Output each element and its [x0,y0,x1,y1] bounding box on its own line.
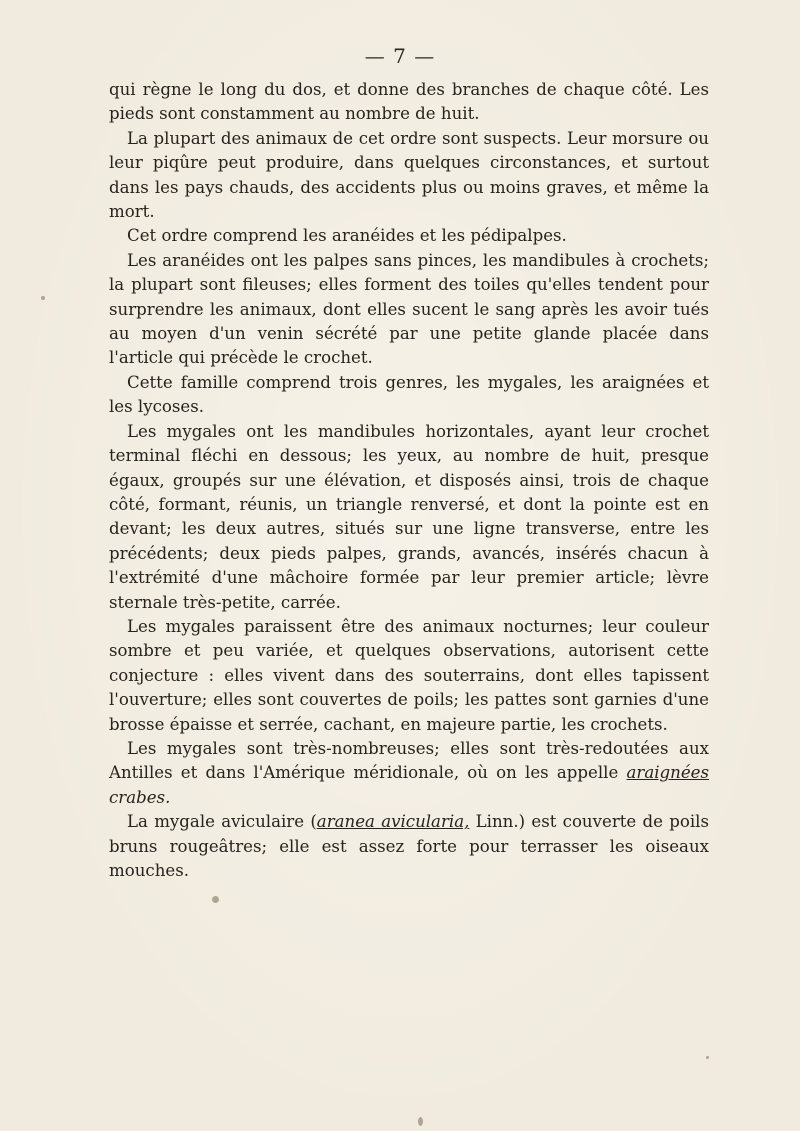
paragraph-6: Les mygales ont les mandibules horizontales, ayant leur crochet terminal fléchi en dessous; les yeux, au nombre de huit, presque égaux, groupés sur une élévation, et disposés ainsi, trois de chaque côté, formant, réunis, un triangle renversé, et dont la pointe est en devant; les deux autres, situés sur une ligne transverse, entre les précédents; deux pieds palpes, grands, avancés, insérés chacun à l'extrémité d'une mâchoire formée par leur premier article; lèvre sternale très-petite, carrée. [109,421,709,612]
paragraph-9-text-start: La mygale aviculaire ( [127,812,317,832]
body-text [109,78,709,883]
paragraph-7: Les mygales paraissent être des animaux nocturnes; leur couleur sombre et peu variée, et quelques observations, autorisent cette conjecture : elles vivent dans des souterrains, dont elles tapissent l'ouverture; elles sont couvertes de poils; les pattes sont garnies d'une brosse épaisse et serrée, cachant, en majeure partie, les crochets. [109,616,709,734]
paragraph-5: Cette famille comprend trois genres, les mygales, les araignées et les lycoses. [109,372,709,417]
paragraph-8-text: Les mygales sont très-nombreuses; elles sont très-redoutées aux Antilles et dans l'Amérique méridionale, où on les appelle [109,738,709,783]
paper-speck [418,1117,423,1126]
paper-speck [706,1056,709,1059]
paragraph-2: La plupart des animaux de cet ordre sont suspects. Leur morsure ou leur piqûre peut produire, dans quelques circonstances, et surtout dans les pays chauds, des accidents plus ou moins graves, et même la mort. [109,128,709,222]
paragraph-8-italic-2: crabes. [109,787,171,807]
paragraph-1: qui règne le long du dos, et donne des branches de chaque côté. Les pieds sont constamment au nombre de huit. [109,80,709,124]
paper-speck [41,296,45,300]
paragraph-8 [109,737,709,810]
paragraph-3: Cet ordre comprend les aranéides et les pédipalpes. [127,226,567,246]
paragraph-8-italic-1: araignées [626,763,709,783]
paragraph-9-text-end: Linn.) est couverte de poils bruns rougeâtres; elle est assez forte pour terrasser les oiseaux mouches. [109,812,709,880]
paragraph-9 [109,810,709,883]
page-number: — 7 — [364,44,436,68]
paragraph-9-italic: aranea avicularia, [316,812,470,832]
paragraph-4: Les aranéides ont les palpes sans pinces, les mandibules à crochets; la plupart sont fileuses; elles forment des toiles qu'elles tendent pour surprendre les animaux, dont elles sucent le sang après les avoir tués au moyen d'un venin sécrété par une petite glande placée dans l'article qui précède le crochet. [109,250,709,368]
paper-speck [212,896,219,903]
